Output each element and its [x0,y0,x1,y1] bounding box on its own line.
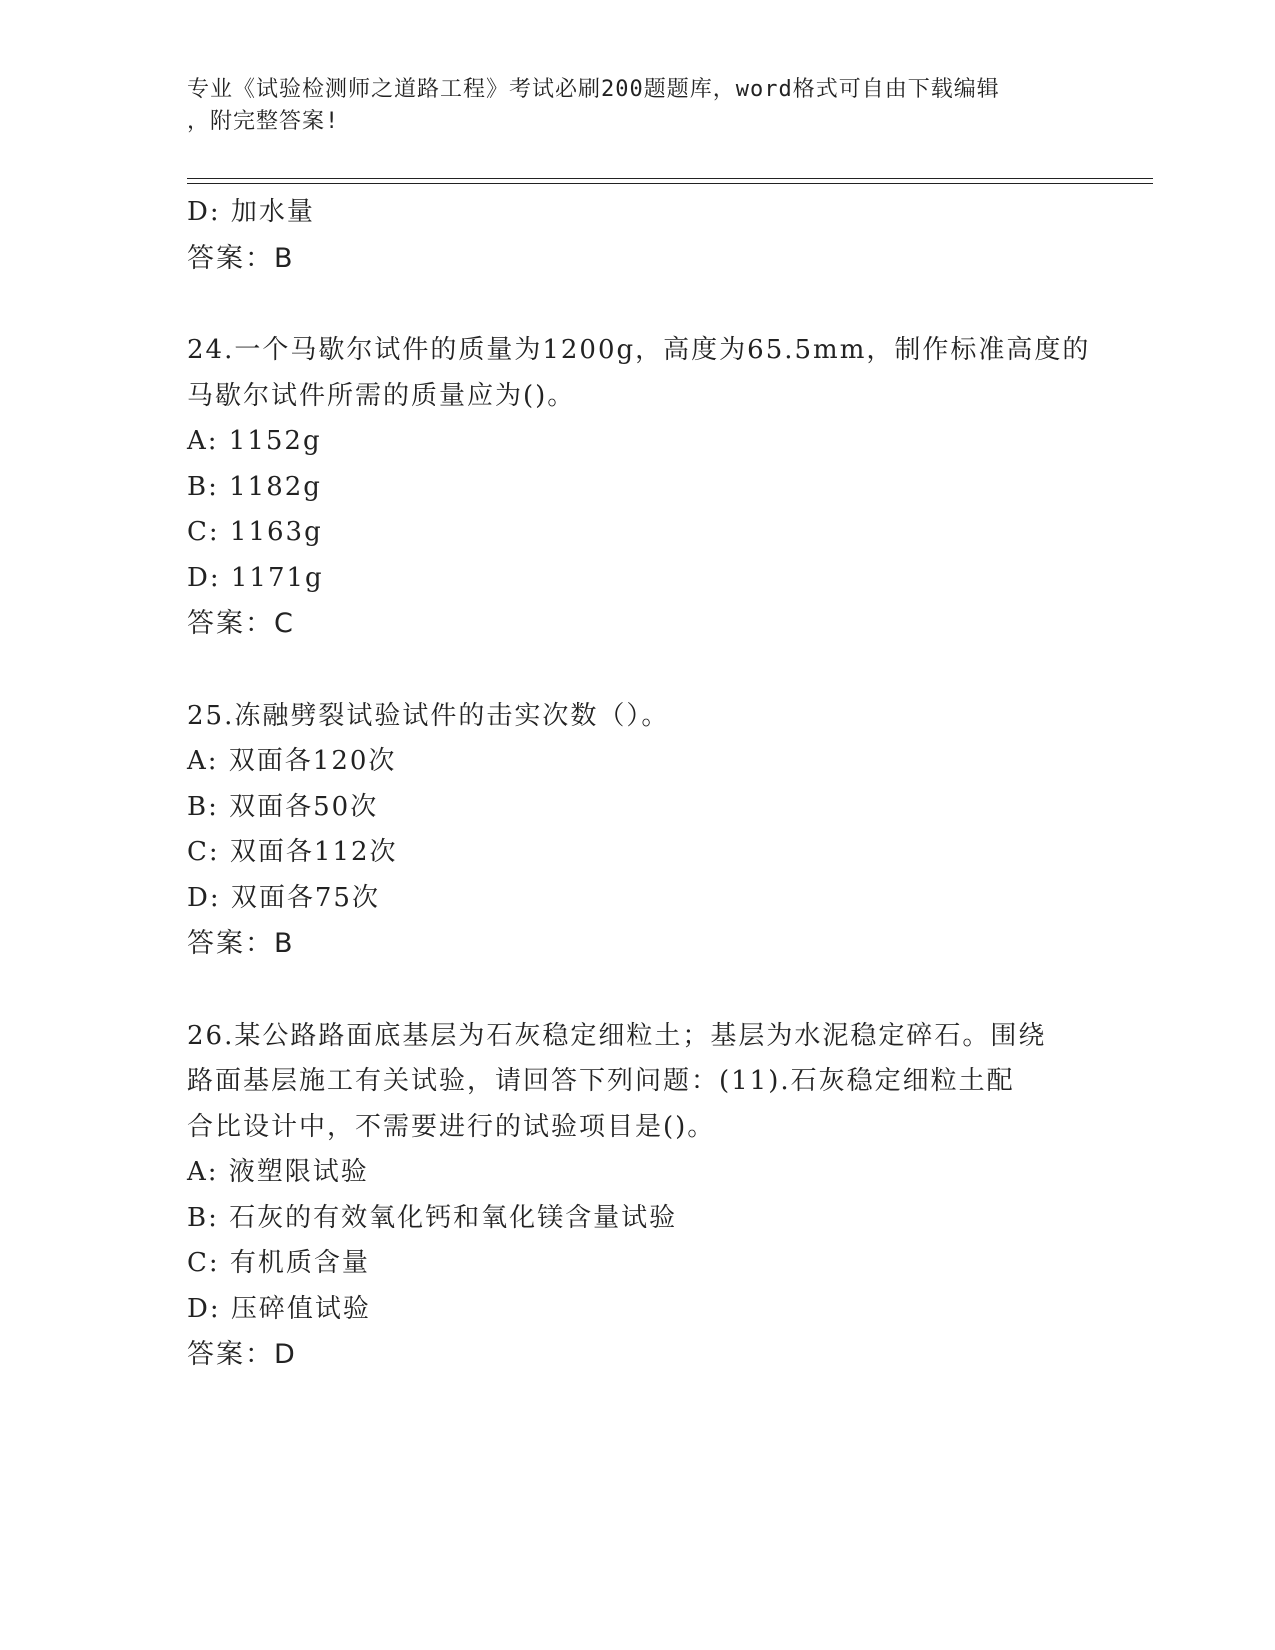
option-b: B: 石灰的有效氧化钙和氧化镁含量试验 [187,1202,678,1233]
option-c: C: 双面各112次 [187,837,398,867]
question-stem-line: 合比设计中，不需要进行的试验项目是()。 [187,1111,716,1142]
question-stem-line: 25.冻融劈裂试验试件的击实次数（）。 [187,700,670,731]
option-c: C: 有机质含量 [187,1248,370,1278]
question-25 [187,694,1087,967]
question-26 [187,1014,1087,1378]
option-a: A: 1152g [187,426,322,456]
answer-line: 答案：D [187,1339,297,1370]
option-d: D: 加水量 [187,197,315,227]
header-title-line-2: ，附完整答案! [187,109,340,134]
document-header [187,74,1067,138]
header-title-line-1: 专业《试验检测师之道路工程》考试必刷200题题库，word格式可自由下载编辑 [187,77,1000,102]
option-a: A: 双面各120次 [187,746,397,776]
option-a: A: 液塑限试验 [187,1157,369,1187]
option-d: D: 双面各75次 [187,882,380,913]
answer-line: 答案：B [187,242,295,274]
option-b: B: 双面各50次 [187,791,379,822]
option-d: D: 1171g [187,562,324,593]
question-stem-line: 马歇尔试件所需的质量应为()。 [187,380,576,411]
question-stem-line: 26.某公路路面底基层为石灰稳定细粒土；基层为水泥稳定碎石。围绕 [187,1020,1047,1051]
answer-line: 答案：B [187,928,295,959]
question-24 [187,328,1091,647]
header-divider-bottom [187,183,1153,184]
option-b: B: 1182g [187,471,322,502]
question-stem-line: 24.一个马歇尔试件的质量为1200g，高度为65.5mm，制作标准高度的 [187,335,1091,365]
answer-line: 答案：C [187,608,295,639]
option-d: D: 压碎值试验 [187,1293,371,1324]
option-c: C: 1163g [187,517,323,547]
question-content [187,190,1091,1378]
question-stem-line: 路面基层施工有关试验，请回答下列问题：(11).石灰稳定细粒土配 [187,1066,1015,1096]
header-divider-top [187,178,1153,179]
previous-question-tail [187,190,1087,281]
